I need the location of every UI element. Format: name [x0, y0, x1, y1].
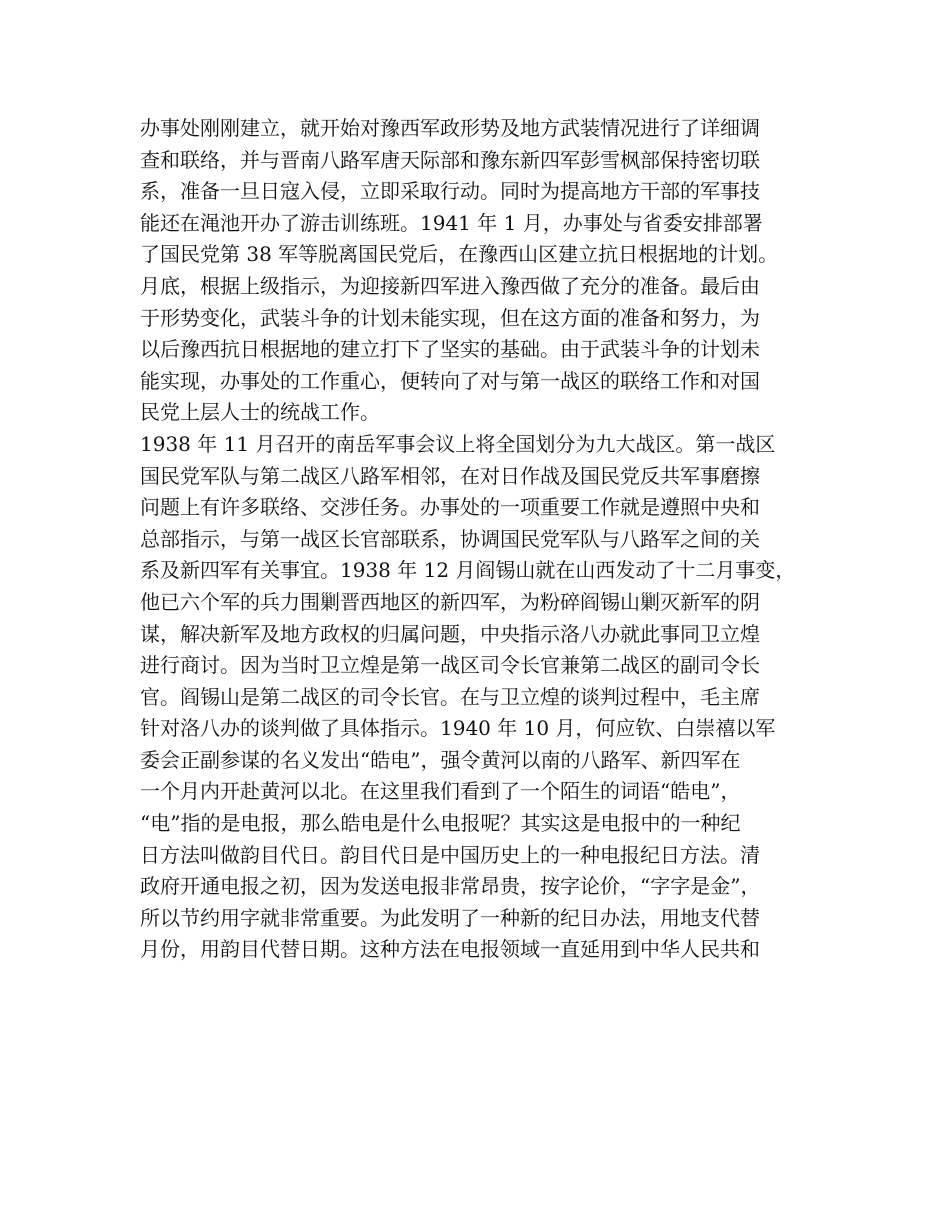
text-line: 官。阎锡山是第二战区的司令长官。在与卫立煌的谈判过程中，毛主席	[140, 684, 760, 709]
text-line: 谋，解决新军及地方政权的归属问题，中央指示洛八办就此事同卫立煌	[140, 621, 760, 646]
text-line: 进行商讨。因为当时卫立煌是第一战区司令长官兼第二战区的副司令长	[140, 653, 760, 678]
text-line: 1938 年 11 月召开的南岳军事会议上将全国划分为九大战区。第一战区	[140, 431, 776, 456]
text-line: 针对洛八办的谈判做了具体指示。1940 年 10 月，何应钦、白崇禧以军	[140, 716, 776, 741]
text-line: 月份，用韵目代替日期。这种方法在电报领域一直延用到中华人民共和	[140, 937, 760, 962]
text-line: 他已六个军的兵力围剿晋西地区的新四军，为粉碎阎锡山剿灭新军的阴	[140, 589, 760, 614]
text-line: 于形势变化，武装斗争的计划未能实现，但在这方面的准备和努力，为	[140, 305, 760, 330]
text-line: 民党上层人士的统战工作。	[140, 400, 380, 425]
text-line: 委会正副参谋的名义发出“皓电”，强令黄河以南的八路军、新四军在	[140, 747, 741, 772]
text-line: 政府开通电报之初，因为发送电报非常昂贵，按字论价，“字字是金”，	[140, 874, 761, 899]
text-line: 办事处刚刚建立，就开始对豫西军政形势及地方武装情况进行了详细调	[140, 116, 760, 140]
text-line: 国民党军队与第二战区八路军相邻，在对日作战及国民党反共军事磨擦	[140, 463, 760, 488]
text-line: 系，准备一旦日寇入侵，立即采取行动。同时为提高地方干部的军事技	[140, 179, 760, 204]
text-line: 以后豫西抗日根据地的建立打下了坚实的基础。由于武装斗争的计划未	[140, 337, 760, 362]
text-line: 所以节约用字就非常重要。为此发明了一种新的纪日办法，用地支代替	[140, 905, 760, 930]
text-line: 问题上有许多联络、交涉任务。办事处的一项重要工作就是遵照中央和	[140, 495, 760, 520]
text-line: 月底，根据上级指示，为迎接新四军进入豫西做了充分的准备。最后由	[140, 273, 760, 298]
text-line: 总部指示，与第一战区长官部联系，协调国民党军队与八路军之间的关	[140, 526, 760, 551]
text-line: “电”指的是电报，那么皓电是什么电报呢？其实这是电报中的一种纪	[140, 811, 741, 836]
text-line: 系及新四军有关事宜。1938 年 12 月阎锡山就在山西发动了十二月事变，	[140, 558, 796, 583]
text-line: 能还在渑池开办了游击训练班。1941 年 1 月，办事处与省委安排部署	[140, 210, 763, 235]
text-line: 一个月内开赴黄河以北。在这里我们看到了一个陌生的词语“皓电”，	[140, 779, 741, 804]
text-line: 查和联络，并与晋南八路军唐天际部和豫东新四军彭雪枫部保持密切联	[140, 147, 760, 172]
document-body	[140, 113, 820, 966]
text-line: 日方法叫做韵目代日。韵目代日是中国历史上的一种电报纪日方法。清	[140, 842, 760, 867]
text-line: 能实现，办事处的工作重心，便转向了对与第一战区的联络工作和对国	[140, 368, 760, 393]
text-line: 了国民党第 38 军等脱离国民党后，在豫西山区建立抗日根据地的计划。	[140, 242, 779, 267]
